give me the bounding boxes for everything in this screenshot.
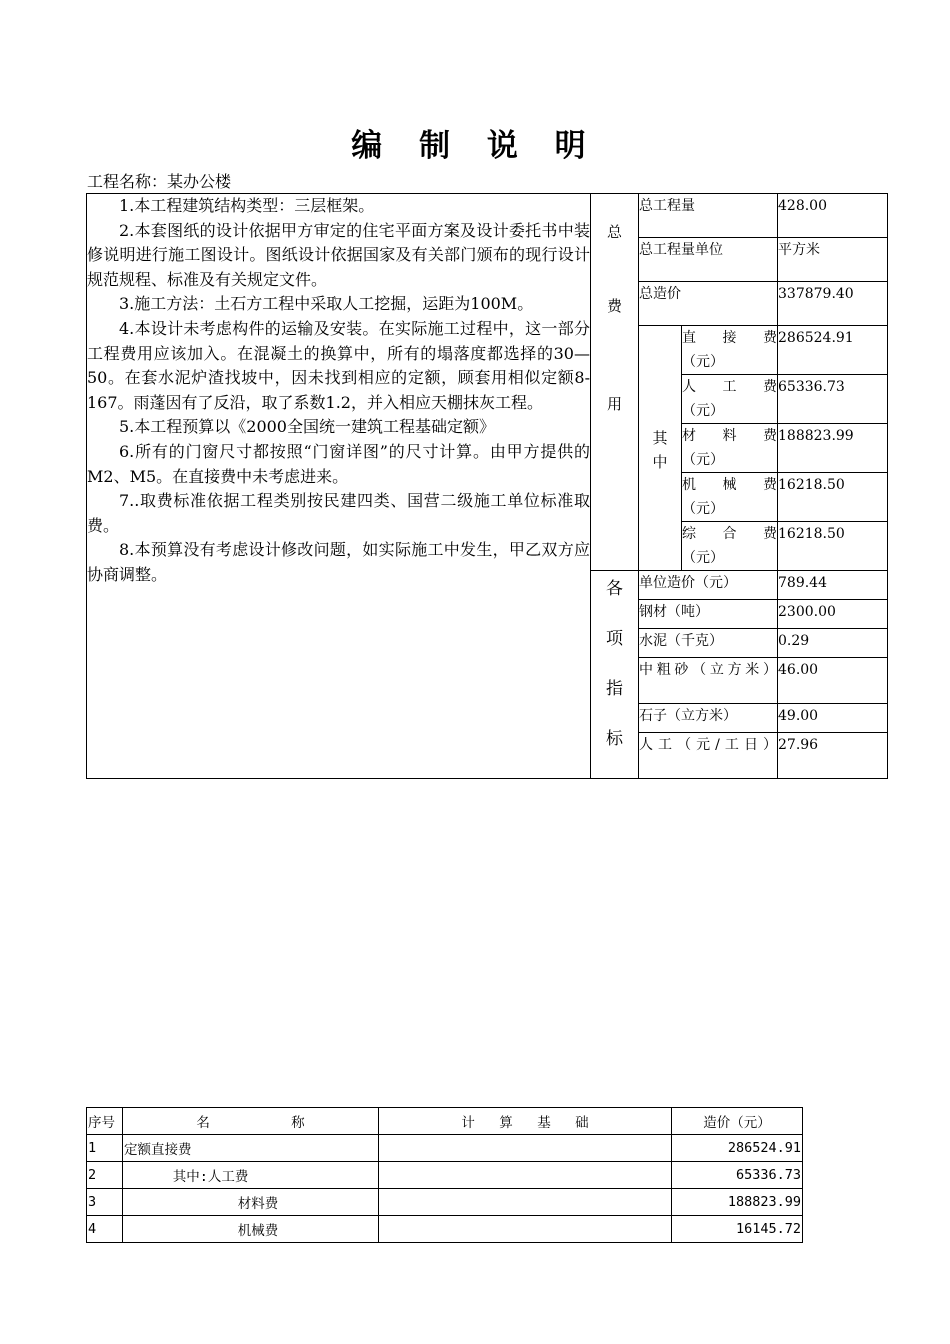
index-label-char: 项 — [606, 629, 623, 649]
table-row — [87, 1216, 803, 1243]
note-4: 4.本设计未考虑构件的运输及安装。在实际施工过程中，这一部分工程费用应该加入。在混凝土的换算中，所有的塌落度都选择的30—50。在套水泥炉渣找坡中，因未找到相应的定额，顾套用相似定额8-167。雨蓬因有了反沿，取了系数1.2，并入相应天棚抹灰工程。 — [87, 318, 590, 412]
sand-value: 46.00 — [778, 658, 888, 704]
row-name: 机械费 — [123, 1216, 379, 1243]
gravel-label: 石子（立方米） — [639, 704, 778, 733]
comprehensive-cost-label: 综合费 （元） — [682, 522, 778, 571]
index-section-label — [591, 571, 639, 779]
row-basis — [379, 1135, 672, 1162]
note-6: 6.所有的门窗尺寸都按照“门窗详图”的尺寸计算。由甲方提供的M2、M5。在直接费中未考虑进来。 — [87, 441, 590, 486]
row-basis — [379, 1162, 672, 1189]
material-cost-value: 188823.99 — [778, 424, 888, 473]
unit-cost-label: 单位造价（元） — [639, 571, 778, 600]
gravel-value: 49.00 — [778, 704, 888, 733]
table-row — [87, 1162, 803, 1189]
index-label-char: 标 — [606, 729, 623, 749]
cost-label-char: 用 — [606, 395, 622, 413]
row-basis — [379, 1216, 672, 1243]
unit-cost-value: 789.44 — [778, 571, 888, 600]
cost-table — [86, 1107, 803, 1243]
summary-table — [86, 193, 888, 779]
row-price: 16145.72 — [672, 1216, 803, 1243]
note-7: 7..取费标准依据工程类别按民建四类、国营二级施工单位标准取费。 — [87, 491, 590, 535]
note-2: 2.本套图纸的设计依据甲方审定的住宅平面方案及设计委托书中装修说明进行施工图设计。图纸设计依据国家及有关部门颁布的现行设计规范规程、标准及有关规定文件。 — [87, 220, 590, 289]
quantity-unit-value: 平方米 — [778, 238, 888, 282]
row-name: 定额直接费 — [123, 1135, 379, 1162]
labor-cost-value: 65336.73 — [778, 375, 888, 424]
total-cost-value: 337879.40 — [778, 282, 888, 326]
table-row — [87, 1135, 803, 1162]
subtotal-label — [639, 326, 682, 571]
notes-cell — [87, 194, 591, 779]
machine-cost-value: 16218.50 — [778, 473, 888, 522]
cost-label-char: 总 — [606, 223, 622, 241]
steel-label: 钢材（吨） — [639, 600, 778, 629]
index-label-char: 各 — [606, 579, 623, 599]
row-name: 其中:人工费 — [123, 1162, 379, 1189]
steel-value: 2300.00 — [778, 600, 888, 629]
cement-label: 水泥（千克） — [639, 629, 778, 658]
header-price: 造价（元） — [672, 1108, 803, 1135]
row-no: 4 — [87, 1216, 123, 1243]
note-3: 3.施工方法：土石方工程中采取人工挖掘，运距为100M。 — [119, 294, 534, 314]
labor-day-label: 人工（元/工日） — [639, 733, 778, 779]
total-quantity-label: 总工程量 — [639, 194, 778, 238]
cost-section-label — [591, 194, 639, 571]
note-8: 8.本预算没有考虑设计修改问题，如实际施工中发生，甲乙双方应协商调整。 — [87, 540, 590, 584]
row-price: 188823.99 — [672, 1189, 803, 1216]
table-row — [87, 1189, 803, 1216]
total-cost-label: 总造价 — [639, 282, 778, 326]
direct-cost-label: 直接费 （元） — [682, 326, 778, 375]
total-quantity-value: 428.00 — [778, 194, 888, 238]
comprehensive-cost-value: 16218.50 — [778, 522, 888, 571]
material-cost-label: 材料费 （元） — [682, 424, 778, 473]
sub-label-char: 中 — [652, 453, 668, 471]
cement-value: 0.29 — [778, 629, 888, 658]
header-name: 名 称 — [123, 1108, 379, 1135]
row-no: 1 — [87, 1135, 123, 1162]
machine-cost-label: 机械费 （元） — [682, 473, 778, 522]
cost-label-char: 费 — [606, 297, 622, 315]
row-price: 65336.73 — [672, 1162, 803, 1189]
sub-label-char: 其 — [652, 429, 668, 447]
row-no: 2 — [87, 1162, 123, 1189]
quantity-unit-label: 总工程量单位 — [639, 238, 778, 282]
note-5: 5.本工程预算以《2000全国统一建筑工程基础定额》 — [119, 417, 495, 437]
header-no: 序号 — [87, 1108, 123, 1135]
project-name: 工程名称：某办公楼 — [87, 172, 232, 191]
row-name: 材料费 — [123, 1189, 379, 1216]
page-title: 编 制 说 明 — [351, 128, 599, 164]
table-header-row — [87, 1108, 803, 1135]
header-basis: 计 算 基 础 — [379, 1108, 672, 1135]
sand-label: 中粗砂（立方米） — [639, 658, 778, 704]
labor-day-value: 27.96 — [778, 733, 888, 779]
row-basis — [379, 1189, 672, 1216]
direct-cost-value: 286524.91 — [778, 326, 888, 375]
index-label-char: 指 — [606, 679, 623, 699]
row-no: 3 — [87, 1189, 123, 1216]
note-1: 1.本工程建筑结构类型：三层框架。 — [119, 196, 375, 215]
labor-cost-label: 人工费 （元） — [682, 375, 778, 424]
row-price: 286524.91 — [672, 1135, 803, 1162]
